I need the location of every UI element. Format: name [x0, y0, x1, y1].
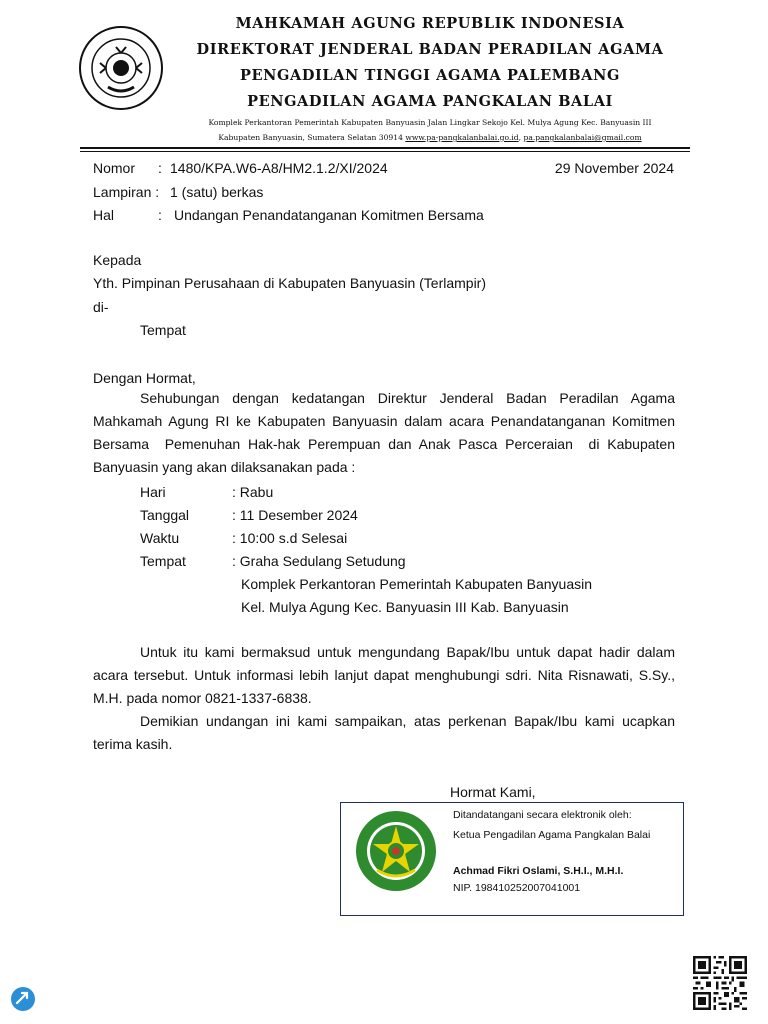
- signer-name: Achmad Fikri Oslami, S.H.I., M.H.I.: [453, 865, 624, 877]
- hal-label: Hal: [93, 207, 115, 223]
- letterhead-line-1: MAHKAMAH AGUNG REPUBLIK INDONESIA: [235, 15, 625, 32]
- email-link[interactable]: pa.pangkalanbalai@gmail.com: [523, 133, 642, 142]
- hal-value: Undangan Penandatanganan Komitmen Bersama: [174, 207, 484, 223]
- detail-label: Hari: [140, 484, 166, 500]
- paragraph-3: [93, 710, 675, 756]
- letterhead-line-3: PENGADILAN TINGGI AGAMA PALEMBANG: [240, 67, 620, 84]
- address-separator: ,: [518, 133, 524, 142]
- detail-value: : Graha Sedulang Setudung: [232, 553, 406, 569]
- signed-by-label: Ditandatangani secara elektronik oleh:: [453, 809, 632, 821]
- letterhead-rule-thin: [80, 151, 690, 152]
- detail-value: : Rabu: [232, 484, 274, 500]
- letterhead-rule-thick: [80, 147, 690, 149]
- website-link[interactable]: www.pa-pangkalanbalai.go.id: [405, 133, 519, 142]
- letterhead-line-2: DIREKTORAT JENDERAL BADAN PERADILAN AGAMA: [196, 41, 664, 58]
- recipient-yth: Yth. Pimpinan Perusahaan di Kabupaten Banyuasin (Terlampir): [93, 275, 487, 291]
- paragraph-1: [93, 387, 675, 479]
- kepada: Kepada: [93, 252, 142, 268]
- qr-code-icon: [693, 956, 747, 1010]
- detail-label: Tanggal: [140, 507, 190, 523]
- greeting: Dengan Hormat,: [93, 370, 196, 386]
- para3-line-1: Demikian undangan ini kami sampaikan, atas perkenan Bapak/Ibu kami ucapkan: [140, 713, 675, 729]
- watermark-icon: [10, 986, 36, 1012]
- letterhead-address-2: [170, 133, 690, 142]
- signer-nip: NIP. 198410252007041001: [453, 882, 581, 894]
- detail-label: Waktu: [140, 530, 180, 546]
- detail-value: : 11 Desember 2024: [232, 507, 358, 523]
- para2-line-2: acara tersebut. Untuk informasi lebih lanjut dapat menghubungi sdri. Nita Risnawati, S.Sy.,: [93, 667, 675, 683]
- court-seal-icon: [355, 810, 437, 892]
- para1-line-3: Bersama Pemenuhan Hak-hak Perempuan dan Anak Pasca Perceraian di Kabupaten: [93, 436, 675, 452]
- lampiran-label: Lampiran :: [93, 184, 160, 200]
- lampiran-value: 1 (satu) berkas: [170, 184, 264, 200]
- para2-line-3: M.H. pada nomor 0821-1337-6838.: [93, 690, 312, 706]
- letterhead-line-4: PENGADILAN AGAMA PANGKALAN BALAI: [247, 93, 613, 110]
- para2-line-1: Untuk itu kami bermaksud untuk mengundang Bapak/Ibu untuk dapat hadir dalam: [140, 644, 675, 660]
- detail-value: : 10:00 s.d Selesai: [232, 530, 348, 546]
- hal-separator: :: [158, 207, 162, 223]
- closing: Hormat Kami,: [450, 784, 536, 800]
- para1-line-2: Mahkamah Agung RI ke Kabupaten Banyuasin dalam acara Penandatanganan Komitmen: [93, 413, 675, 429]
- detail-label: Tempat: [140, 553, 186, 569]
- signer-position: Ketua Pengadilan Agama Pangkalan Balai: [453, 829, 651, 841]
- nomor-value: 1480/KPA.W6-A8/HM2.1.2/XI/2024: [170, 160, 388, 176]
- nomor-separator: :: [158, 160, 162, 176]
- venue-line-3: Kel. Mulya Agung Kec. Banyuasin III Kab. Banyuasin: [241, 599, 569, 615]
- para1-line-1: Sehubungan dengan kedatangan Direktur Jenderal Badan Peradilan Agama: [140, 390, 675, 406]
- venue-line-2: Komplek Perkantoran Pemerintah Kabupaten Banyuasin: [241, 576, 592, 592]
- court-logo-icon: [78, 25, 164, 111]
- para3-line-2: terima kasih.: [93, 736, 173, 752]
- recipient-tempat: Tempat: [140, 322, 186, 338]
- letter-date: 29 November 2024: [554, 160, 674, 176]
- address-prefix: Kabupaten Banyuasin, Sumatera Selatan 30914: [218, 133, 406, 142]
- nomor-label: Nomor: [93, 160, 136, 176]
- paragraph-2: [93, 641, 675, 710]
- para1-line-4: Banyuasin yang akan dilaksanakan pada :: [93, 459, 356, 475]
- recipient-di: di-: [93, 299, 109, 315]
- letterhead-address-1: Komplek Perkantoran Pemerintah Kabupaten Banyuasin Jalan Lingkar Sekojo Kel. Mulya Agung Kec. Banyuasin III: [208, 118, 652, 127]
